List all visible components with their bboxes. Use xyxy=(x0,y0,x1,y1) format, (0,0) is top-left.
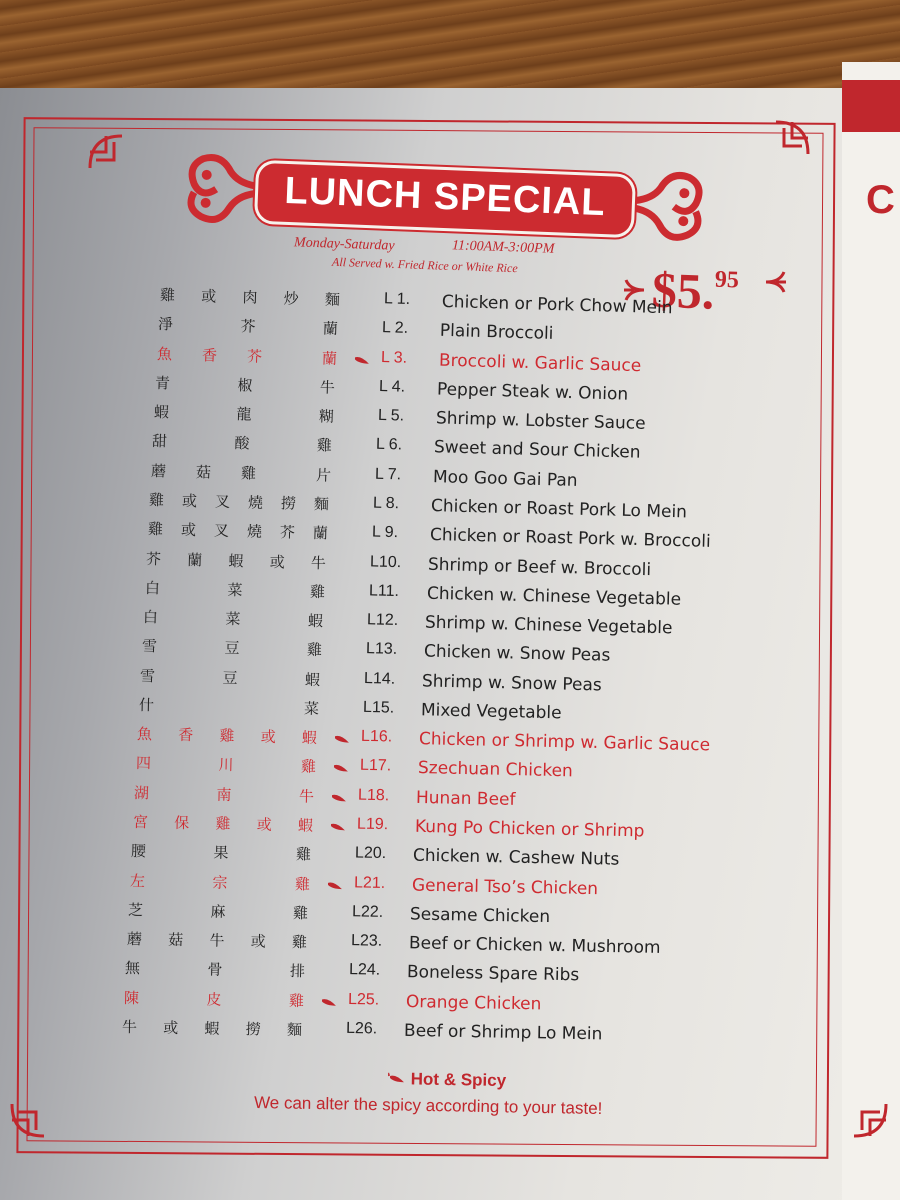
chinese-char: 雞 xyxy=(159,286,176,305)
menu-item-code: L10. xyxy=(370,552,402,571)
chinese-char: 椒 xyxy=(237,376,254,395)
chinese-char: 雞 xyxy=(317,436,333,456)
menu-item-chinese-name xyxy=(146,548,326,573)
menu-item xyxy=(147,518,711,553)
menu-item-name: Shrimp w. Lobster Sauce xyxy=(435,408,646,434)
chinese-char: 雪 xyxy=(140,666,156,685)
chinese-char: 蘑 xyxy=(126,930,142,949)
menu-item-name: Beef or Shrimp Lo Mein xyxy=(403,1020,603,1045)
next-panel-letter: C xyxy=(866,178,895,222)
chinese-char: 雞 xyxy=(309,582,325,602)
menu-item-code: L15. xyxy=(362,698,395,717)
menu-item-name: Szechuan Chicken xyxy=(417,758,573,782)
menu-item xyxy=(149,489,688,523)
chinese-char: 川 xyxy=(217,756,234,775)
chinese-char: 牛 xyxy=(298,787,315,806)
chinese-char: 或 xyxy=(250,932,266,951)
menu-item-name: Chicken or Pork Chow Mein xyxy=(441,291,673,319)
chinese-char: 宮 xyxy=(132,813,148,832)
chinese-char: 或 xyxy=(163,1018,179,1037)
menu-item xyxy=(143,606,673,639)
banner-scroll-right-icon xyxy=(618,161,711,250)
chinese-char: 炒 xyxy=(283,289,299,308)
chinese-char: 燒 xyxy=(246,522,263,542)
red-pepper-icon xyxy=(330,791,348,803)
chinese-char: 果 xyxy=(213,843,229,863)
chinese-char: 肉 xyxy=(242,288,258,307)
chinese-char: 四 xyxy=(135,754,151,773)
menu-item-name: Broccoli w. Garlic Sauce xyxy=(438,350,642,376)
chinese-char: 雞 xyxy=(306,641,322,660)
menu-item-chinese-name xyxy=(126,928,306,952)
chinese-char: 芝 xyxy=(127,900,144,920)
chinese-char: 或 xyxy=(180,521,197,540)
menu-item-code: L22. xyxy=(351,903,384,921)
menu-item xyxy=(146,548,652,580)
red-pepper-icon xyxy=(325,878,343,890)
menu-item-code: L 7. xyxy=(374,465,402,484)
chinese-char: 或 xyxy=(260,727,277,747)
chinese-char: 叉 xyxy=(215,492,231,511)
chinese-char: 燒 xyxy=(248,493,264,512)
chinese-char: 牛 xyxy=(208,931,225,950)
menu-item-code: L 9. xyxy=(371,523,399,542)
chinese-char: 蝦 xyxy=(153,403,170,422)
chinese-char: 芥 xyxy=(246,346,263,366)
chinese-char xyxy=(283,434,284,455)
chinese-char xyxy=(286,463,287,484)
menu-item-code: L20. xyxy=(354,844,387,863)
chinese-char: 蝦 xyxy=(297,816,313,835)
chinese-char: 什 xyxy=(138,695,154,715)
menu-item-name: Orange Chicken xyxy=(405,991,542,1015)
menu-item-chinese-name xyxy=(145,577,325,602)
chinese-char: 保 xyxy=(173,813,190,833)
menu-item-code: L11. xyxy=(368,582,399,600)
menu-item-code: L17. xyxy=(359,757,392,775)
chinese-char: 淨 xyxy=(158,315,174,334)
chinese-char: 或 xyxy=(256,815,272,834)
chinese-char xyxy=(286,375,287,396)
page-title: LUNCH SPECIAL xyxy=(283,169,607,225)
menu-item-code: L13. xyxy=(365,640,398,659)
chinese-char xyxy=(202,402,203,423)
menu-item-name: Chicken w. Chinese Vegetable xyxy=(426,583,682,610)
chinese-char: 腰 xyxy=(130,842,147,861)
chinese-char: 甜 xyxy=(152,432,168,451)
chinese-char: 麵 xyxy=(324,290,341,310)
menu-item-name: Moo Goo Gai Pan xyxy=(432,466,578,491)
chinese-char: 豆 xyxy=(224,639,240,658)
chinese-char: 龍 xyxy=(236,405,252,424)
chinese-char: 雪 xyxy=(141,637,157,656)
chinese-char: 叉 xyxy=(213,521,230,541)
chinese-char: 陳 xyxy=(123,988,139,1007)
chinese-char xyxy=(207,315,208,336)
menu-item xyxy=(138,694,562,724)
red-pepper-icon xyxy=(332,762,350,774)
chinese-char: 雞 xyxy=(294,874,310,894)
price-ornament-right-icon xyxy=(762,262,790,302)
menu-item-name: Mixed Vegetable xyxy=(420,700,562,724)
menu-item xyxy=(159,284,673,319)
menu-item-name: Chicken or Roast Pork Lo Mein xyxy=(431,495,688,523)
chinese-char: 酸 xyxy=(234,434,251,453)
chinese-char: 雞 xyxy=(291,933,307,952)
chinese-char: 麵 xyxy=(314,495,330,514)
chinese-char: 香 xyxy=(201,345,218,365)
menu-item xyxy=(137,723,711,756)
chinese-char: 皮 xyxy=(205,990,222,1009)
chinese-char: 宗 xyxy=(211,873,228,892)
chinese-char: 雞 xyxy=(147,520,164,539)
lunch-special-banner xyxy=(178,138,711,258)
menu-item-code: L16. xyxy=(361,728,393,746)
chinese-char xyxy=(292,346,293,367)
menu-item-code: L14. xyxy=(364,669,396,688)
menu-item xyxy=(158,313,555,345)
chinese-char xyxy=(204,373,205,394)
menu-item xyxy=(152,430,642,464)
menu-item-name: Shrimp or Beef w. Broccoli xyxy=(428,554,652,580)
menu-item-chinese-name xyxy=(134,782,314,807)
chinese-char: 蝦 xyxy=(204,1019,220,1038)
menu-item-chinese-name xyxy=(139,694,319,719)
chinese-char: 麵 xyxy=(286,1020,303,1040)
schedule-days: Monday-Saturday xyxy=(293,235,395,254)
corner-ornament-bottom-right xyxy=(830,1080,890,1140)
chinese-char: 或 xyxy=(200,287,217,306)
chinese-char: 麻 xyxy=(210,902,226,921)
chinese-char: 無 xyxy=(124,959,141,978)
chinese-char: 青 xyxy=(155,373,171,393)
menu-item-name: Sweet and Sour Chicken xyxy=(434,437,642,464)
menu-item-name: Shrimp w. Snow Peas xyxy=(421,670,603,696)
menu-item xyxy=(155,372,629,405)
corner-ornament-top-right xyxy=(752,118,812,178)
chinese-char: 芥 xyxy=(279,523,295,542)
chinese-char: 蝦 xyxy=(228,551,245,570)
menu-item-code: L25. xyxy=(347,990,379,1009)
menu-item-code: L 4. xyxy=(379,377,406,396)
menu-item xyxy=(140,665,603,696)
menu-item xyxy=(153,401,646,434)
chinese-char: 湖 xyxy=(133,783,150,803)
menu-item-code: L18. xyxy=(358,786,390,805)
chinese-char: 豆 xyxy=(222,668,238,687)
chinese-char: 雞 xyxy=(149,490,165,510)
chinese-char: 蘑 xyxy=(150,461,167,481)
chinese-char: 菜 xyxy=(225,610,241,629)
chinese-char xyxy=(289,317,290,338)
chinese-char: 撈 xyxy=(281,494,297,513)
menu-item-name: Boneless Spare Ribs xyxy=(406,962,580,986)
menu-item-chinese-name xyxy=(157,343,338,369)
spicy-note: We can alter the spicy according to your taste! xyxy=(253,1092,603,1119)
chinese-char: 雞 xyxy=(214,814,231,834)
chinese-char: 魚 xyxy=(156,344,173,363)
chinese-char: 蘭 xyxy=(187,550,203,569)
corner-ornament-bottom-left xyxy=(8,1080,68,1140)
menu-item-name: Chicken or Shrimp w. Garlic Sauce xyxy=(418,729,711,756)
menu-item-chinese-name xyxy=(155,372,335,398)
menu-item-code: L26. xyxy=(345,1019,378,1038)
chinese-char: 牛 xyxy=(311,553,327,572)
hot-legend xyxy=(388,1069,506,1091)
menu-item-code: L 1. xyxy=(383,290,411,308)
chinese-char: 雞 xyxy=(288,991,304,1010)
menu-item-name: Beef or Chicken w. Mushroom xyxy=(408,933,661,959)
menu-item-name: Hunan Beef xyxy=(415,787,516,810)
chinese-char: 白 xyxy=(143,608,159,627)
menu-item-chinese-name xyxy=(122,1016,302,1040)
menu-item-chinese-name xyxy=(135,752,315,777)
chinese-char: 糊 xyxy=(318,407,335,426)
chinese-char: 菜 xyxy=(227,580,243,600)
chinese-char: 雞 xyxy=(292,904,309,923)
chinese-char: 蝦 xyxy=(301,728,318,748)
chinese-char: 蘭 xyxy=(321,349,338,368)
next-panel xyxy=(842,62,900,1200)
price-cents: 95 xyxy=(714,266,740,294)
menu-item xyxy=(135,752,573,782)
menu-item-chinese-name xyxy=(137,723,317,748)
menu-item-code: L19. xyxy=(356,815,388,834)
menu-item-code: L24. xyxy=(348,961,381,980)
chinese-char: 香 xyxy=(178,726,194,745)
price-dollars: $5. xyxy=(651,261,716,320)
chinese-char: 雞 xyxy=(295,845,312,864)
menu-item xyxy=(144,577,682,610)
menu-item-chinese-name xyxy=(132,811,312,836)
chinese-char: 片 xyxy=(315,465,332,485)
menu-item-code: L 5. xyxy=(377,406,405,425)
menu-item-name: Kung Po Chicken or Shrimp xyxy=(414,816,645,842)
menu-item-name: Shrimp w. Chinese Vegetable xyxy=(425,612,673,639)
menu-item-name: Sesame Chicken xyxy=(409,904,551,927)
chinese-char: 蘭 xyxy=(323,319,339,339)
menu-item-code: L23. xyxy=(350,932,382,950)
chinese-char: 蝦 xyxy=(308,611,324,631)
menu-item-name: Chicken w. Cashew Nuts xyxy=(412,845,620,871)
chinese-char xyxy=(201,432,202,453)
chinese-char: 排 xyxy=(289,962,306,981)
menu-item-name: Chicken or Roast Pork w. Broccoli xyxy=(429,525,711,553)
menu-item-chinese-name xyxy=(129,870,309,895)
chinese-char xyxy=(285,405,286,426)
chinese-char: 牛 xyxy=(320,378,336,397)
hot-legend-label: Hot & Spicy xyxy=(410,1069,507,1091)
chinese-char: 蝦 xyxy=(304,670,321,689)
schedule-served: All Served w. Fried Rice or White Rice xyxy=(331,254,518,276)
menu-item-code: L 8. xyxy=(373,494,400,513)
schedule-hours: 11:00AM-3:00PM xyxy=(451,238,555,257)
red-pepper-icon xyxy=(388,1072,406,1084)
chinese-char: 牛 xyxy=(121,1018,138,1037)
menu-item-code: L12. xyxy=(367,611,399,630)
red-pepper-icon xyxy=(353,353,371,365)
red-pepper-icon xyxy=(319,995,337,1007)
menu-item-name: General Tso’s Chicken xyxy=(411,875,598,899)
chinese-char: 芥 xyxy=(240,317,257,336)
chinese-char: 雞 xyxy=(300,757,316,777)
menu-item xyxy=(141,635,611,667)
chinese-char: 雞 xyxy=(240,463,257,483)
menu-item-chinese-name xyxy=(143,606,323,631)
chinese-char: 魚 xyxy=(137,725,153,744)
menu-item xyxy=(150,460,578,491)
chinese-char: 左 xyxy=(129,871,145,890)
menu-item-chinese-name xyxy=(131,840,311,865)
menu-item-code: L 6. xyxy=(376,436,403,454)
menu-item xyxy=(156,343,642,376)
menu-item-code: L 2. xyxy=(382,319,409,338)
menu-item-chinese-name xyxy=(128,899,308,923)
chinese-char: 南 xyxy=(216,785,232,804)
chinese-char: 菜 xyxy=(303,699,319,718)
menu-item-name: Chicken w. Snow Peas xyxy=(423,641,611,667)
chinese-char: 骨 xyxy=(207,960,223,980)
menu-item-chinese-name xyxy=(125,957,305,981)
menu-item-code: L 3. xyxy=(380,348,408,367)
menu-item-chinese-name xyxy=(140,665,320,690)
chinese-char: 蘭 xyxy=(312,524,328,543)
menu-item-chinese-name xyxy=(123,987,303,1011)
chinese-char: 撈 xyxy=(245,1020,261,1039)
menu-item-chinese-name xyxy=(151,460,331,486)
chinese-char: 白 xyxy=(144,578,161,598)
chinese-char: 或 xyxy=(269,552,286,571)
chinese-char: 菇 xyxy=(195,462,212,482)
menu-item-chinese-name xyxy=(149,489,329,514)
chinese-char: 或 xyxy=(182,491,198,511)
chinese-char: 菇 xyxy=(167,930,183,950)
next-panel-ornament xyxy=(842,80,900,132)
chinese-char: 芥 xyxy=(146,549,162,568)
red-pepper-icon xyxy=(333,732,351,744)
menu-item-code: L21. xyxy=(353,873,385,892)
menu-item-name: Pepper Steak w. Onion xyxy=(437,379,629,405)
chinese-char: 雞 xyxy=(219,726,235,746)
menu-item-name: Plain Broccoli xyxy=(440,321,555,345)
corner-ornament-top-left xyxy=(86,132,146,192)
red-pepper-icon xyxy=(328,820,346,832)
